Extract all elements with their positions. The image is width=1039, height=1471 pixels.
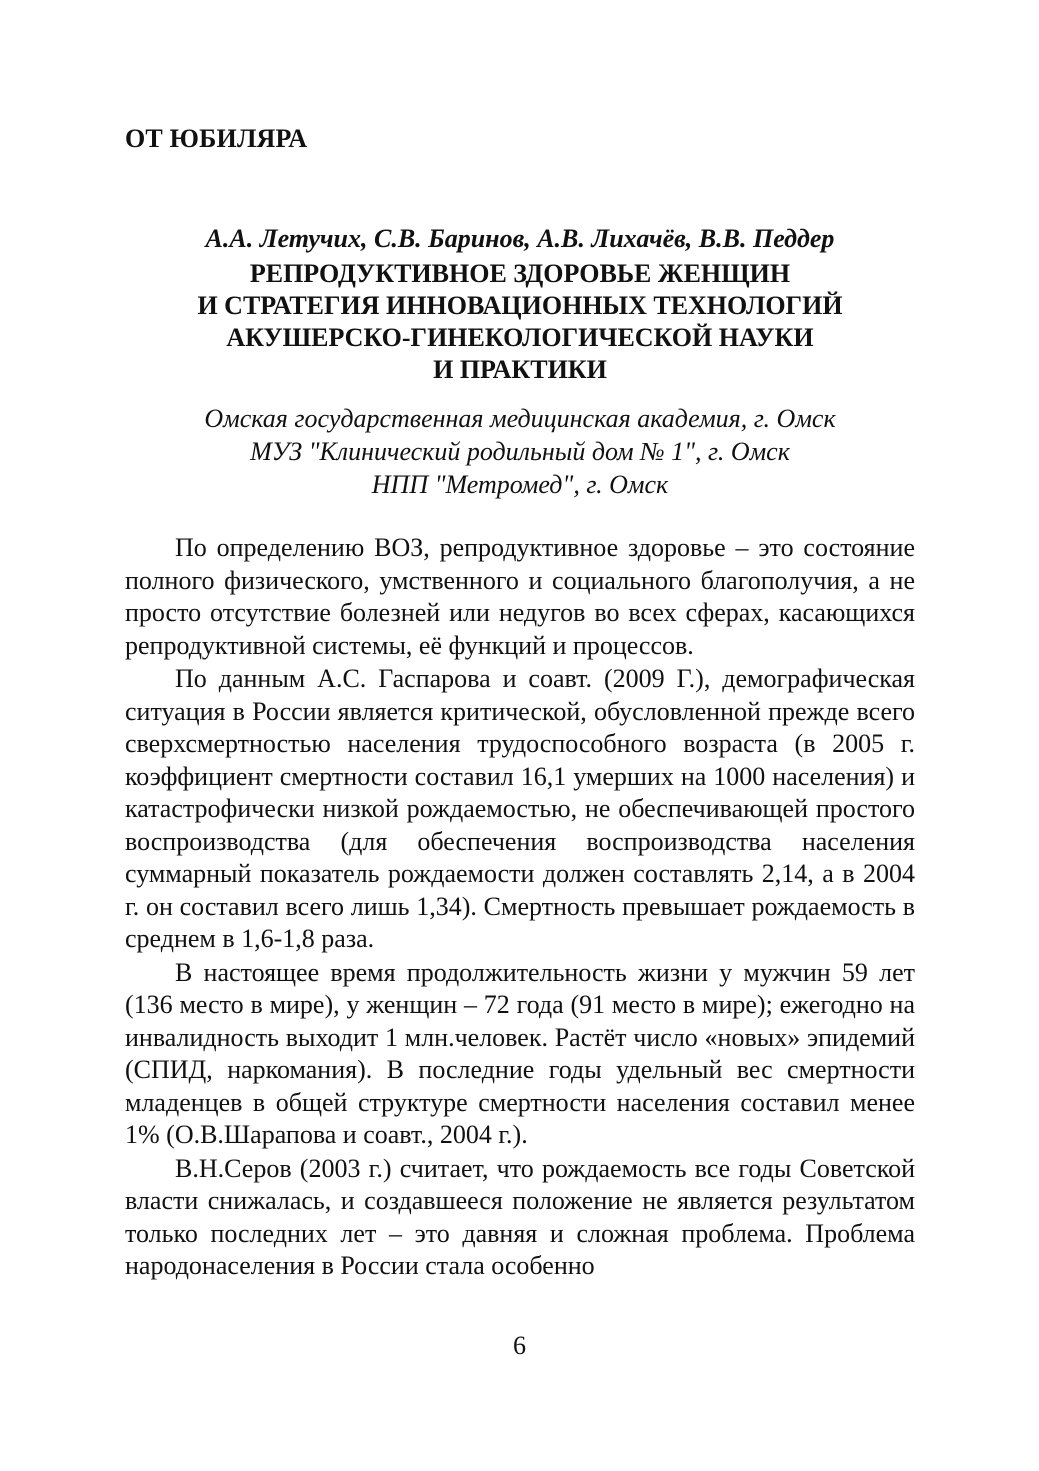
page-number: 6 (513, 1331, 526, 1360)
body-paragraph: По данным А.С. Гаспарова и соавт. (2009 Г.), демографическая ситуация в России является критической, обусловленной прежде всего сверхсмертностью населения трудоспособного возраста (в 2005 г. коэффициент смертности составил 16,1 умерших на 1000 населения) и катастрофически низкой рождаемостью, не обеспечивающей простого воспроизводства (для обеспечения воспроизводства населения суммарный показатель рождаемости должен составлять 2,14, а в 2004 г. он составил всего лишь 1,34). Смертность превышает рождаемость в среднем в 1,6-1,8 раза. (125, 664, 915, 953)
article-authors: А.А. Летучих, С.В. Баринов, А.В. Лихачёв, В.В. Педдер (205, 224, 835, 253)
article-title (125, 258, 915, 386)
section-heading: ОТ ЮБИЛЯРА (125, 124, 308, 153)
title-line: И ПРАКТИКИ (433, 355, 607, 384)
affiliations-list (125, 402, 915, 501)
title-line: АКУШЕРСКО-ГИНЕКОЛОГИЧЕСКОЙ НАУКИ (226, 323, 814, 352)
affiliation: НПП "Метромед", г. Омск (371, 470, 669, 499)
body-paragraph: В.Н.Серов (2003 г.) считает, что рождаемость все годы Советской власти снижалась, и создавшееся положение не является результатом только последних лет – это давняя и сложная проблема. Проблема народонаселения в России стала особенно (125, 1153, 915, 1280)
title-line: РЕПРОДУКТИВНОЕ ЗДОРОВЬЕ ЖЕНЩИН (249, 259, 791, 288)
affiliation: МУЗ "Клинический родильный дом № 1", г. Омск (250, 437, 790, 466)
title-line: И СТРАТЕГИЯ ИННОВАЦИОННЫХ ТЕХНОЛОГИЙ (197, 291, 843, 320)
body-paragraph: В настоящее время продолжительность жизни у мужчин 59 лет (136 место в мире), у женщин – 72 года (91 место в мире); ежегодно на инвалидность выходит 1 млн.человек. Растёт число «новых» эпидемий (СПИД, наркомания). В последние годы удельный вес смертности младенцев в общей структуре смертности населения составил менее 1% (О.В.Шарапова и соавт., 2004 г.). (125, 957, 915, 1149)
affiliation: Омская государственная медицинская академия, г. Омск (204, 404, 836, 433)
body-paragraph: По определению ВОЗ, репродуктивное здоровье – это состояние полного физического, умственного и социального благополучия, а не просто отсутствие болезней или недугов во всех сферах, касающихся репродуктивной системы, её функций и процессов. (125, 533, 915, 660)
article-body (125, 532, 915, 1284)
